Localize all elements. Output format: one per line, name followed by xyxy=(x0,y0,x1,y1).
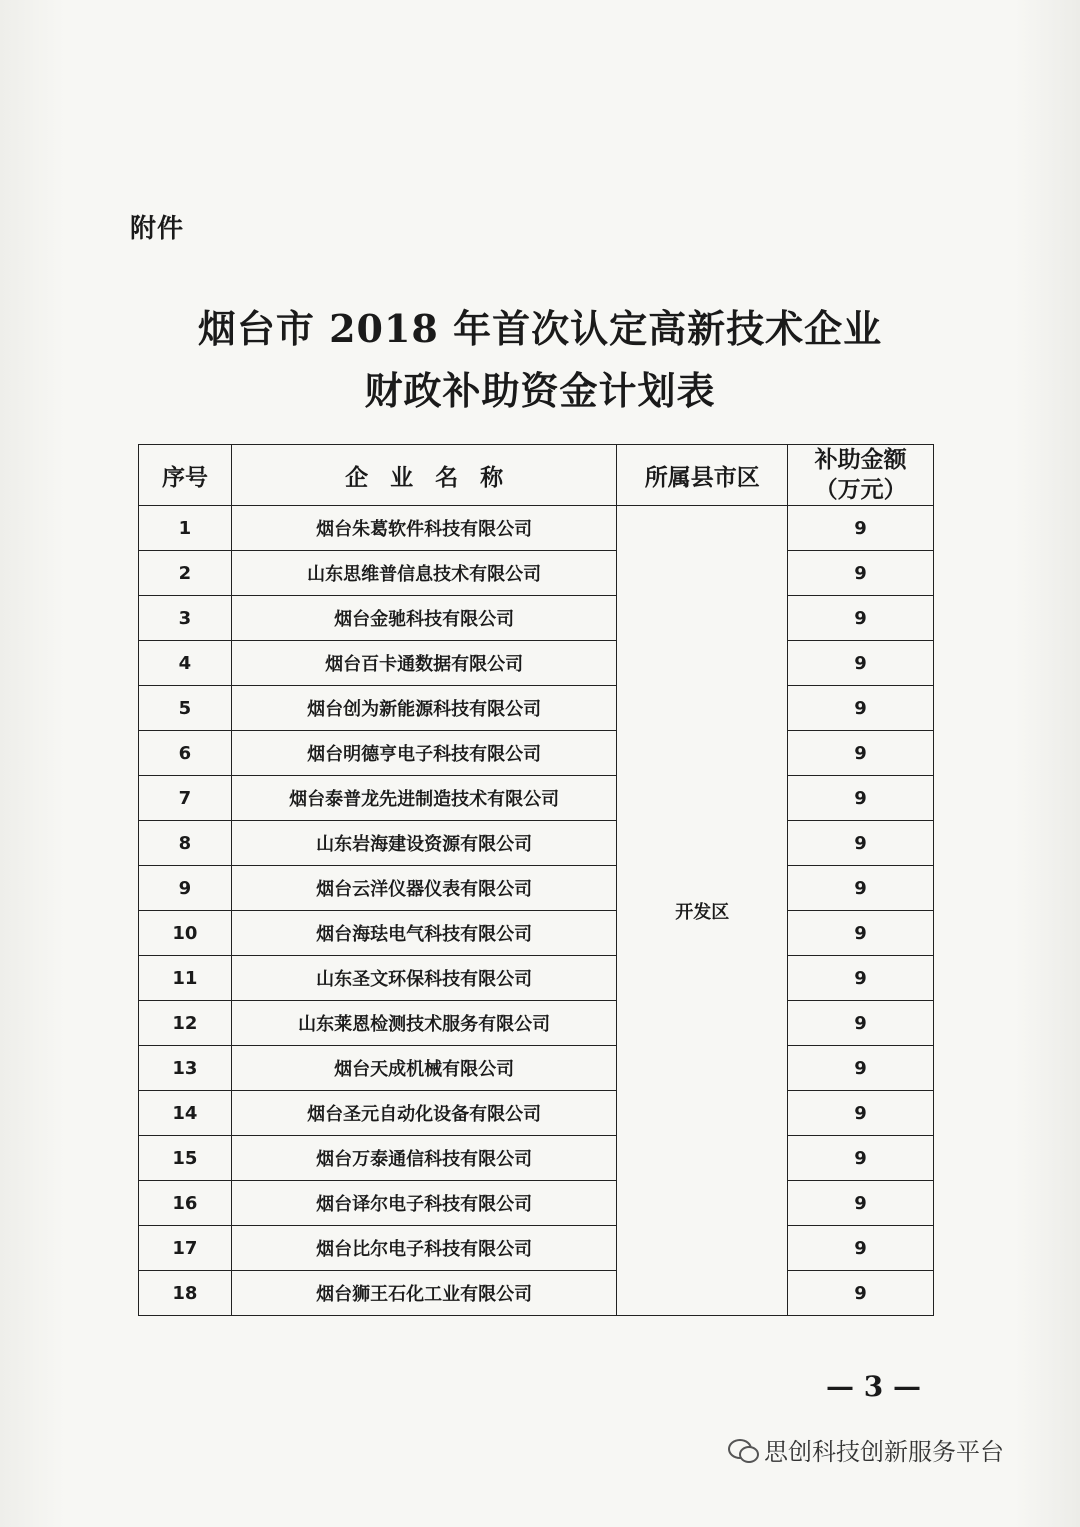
row-company-name: 山东岩海建设资源有限公司 xyxy=(231,821,616,866)
row-amount: 9 xyxy=(788,731,934,776)
row-amount: 9 xyxy=(788,956,934,1001)
table-row xyxy=(139,821,934,866)
row-no: 3 xyxy=(139,596,232,641)
row-no: 17 xyxy=(139,1226,232,1271)
row-amount: 9 xyxy=(788,1046,934,1091)
row-company-name: 烟台泰普龙先进制造技术有限公司 xyxy=(231,776,616,821)
table-row xyxy=(139,866,934,911)
table-row xyxy=(139,1001,934,1046)
header-district: 所属县市区 xyxy=(617,445,788,506)
row-no: 18 xyxy=(139,1271,232,1316)
row-amount: 9 xyxy=(788,686,934,731)
row-amount: 9 xyxy=(788,551,934,596)
row-amount: 9 xyxy=(788,911,934,956)
wechat-icon xyxy=(728,1437,758,1463)
row-no: 9 xyxy=(139,866,232,911)
table-row xyxy=(139,596,934,641)
row-no: 12 xyxy=(139,1001,232,1046)
table-row xyxy=(139,641,934,686)
header-company-name xyxy=(231,445,616,506)
row-amount: 9 xyxy=(788,1091,934,1136)
table-row xyxy=(139,1046,934,1091)
header-amount xyxy=(788,445,934,506)
row-company-name: 山东思维普信息技术有限公司 xyxy=(231,551,616,596)
table-row xyxy=(139,956,934,1001)
table-row xyxy=(139,686,934,731)
row-no: 14 xyxy=(139,1091,232,1136)
row-no: 15 xyxy=(139,1136,232,1181)
row-amount: 9 xyxy=(788,1001,934,1046)
row-company-name: 烟台圣元自动化设备有限公司 xyxy=(231,1091,616,1136)
district-cell: 开发区 xyxy=(617,506,788,1316)
row-company-name: 烟台云洋仪器仪表有限公司 xyxy=(231,866,616,911)
table-row xyxy=(139,1091,934,1136)
row-amount: 9 xyxy=(788,506,934,551)
row-no: 2 xyxy=(139,551,232,596)
subsidy-plan-table xyxy=(138,444,934,1316)
row-no: 11 xyxy=(139,956,232,1001)
row-amount: 9 xyxy=(788,1226,934,1271)
page-number: — 3 — xyxy=(826,1370,921,1403)
row-company-name: 山东莱恩检测技术服务有限公司 xyxy=(231,1001,616,1046)
row-company-name: 烟台百卡通数据有限公司 xyxy=(231,641,616,686)
table-row xyxy=(139,506,934,551)
watermark-text: 思创科技创新服务平台 xyxy=(764,1438,1004,1466)
table-row xyxy=(139,1136,934,1181)
watermark xyxy=(728,1432,1004,1467)
row-amount: 9 xyxy=(788,641,934,686)
row-company-name: 烟台比尔电子科技有限公司 xyxy=(231,1226,616,1271)
table-row xyxy=(139,1181,934,1226)
document-title-line2: 财政补助资金计划表 xyxy=(364,368,716,413)
table-header-row xyxy=(139,445,934,506)
table-row xyxy=(139,1271,934,1316)
row-no: 1 xyxy=(139,506,232,551)
table-row xyxy=(139,731,934,776)
document-title-line1: 烟台市 2018 年首次认定高新技术企业 xyxy=(197,306,883,351)
row-amount: 9 xyxy=(788,1271,934,1316)
row-company-name: 山东圣文环保科技有限公司 xyxy=(231,956,616,1001)
row-company-name: 烟台创为新能源科技有限公司 xyxy=(231,686,616,731)
row-company-name: 烟台朱葛软件科技有限公司 xyxy=(231,506,616,551)
row-amount: 9 xyxy=(788,866,934,911)
row-company-name: 烟台海珐电气科技有限公司 xyxy=(231,911,616,956)
attachment-label: 附件 xyxy=(130,214,185,244)
row-amount: 9 xyxy=(788,1136,934,1181)
row-company-name: 烟台万泰通信科技有限公司 xyxy=(231,1136,616,1181)
row-company-name: 烟台金驰科技有限公司 xyxy=(231,596,616,641)
row-company-name: 烟台明德亨电子科技有限公司 xyxy=(231,731,616,776)
table-row xyxy=(139,551,934,596)
row-company-name: 烟台狮王石化工业有限公司 xyxy=(231,1271,616,1316)
row-company-name: 烟台天成机械有限公司 xyxy=(231,1046,616,1091)
header-company-name-text: 企业名称 xyxy=(345,464,526,491)
header-amount-line1: 补助金额 xyxy=(814,447,907,473)
row-amount: 9 xyxy=(788,1181,934,1226)
row-no: 13 xyxy=(139,1046,232,1091)
row-no: 6 xyxy=(139,731,232,776)
table-row xyxy=(139,911,934,956)
row-no: 4 xyxy=(139,641,232,686)
row-no: 7 xyxy=(139,776,232,821)
row-no: 10 xyxy=(139,911,232,956)
row-amount: 9 xyxy=(788,596,934,641)
row-amount: 9 xyxy=(788,776,934,821)
table-row xyxy=(139,1226,934,1271)
row-company-name: 烟台译尔电子科技有限公司 xyxy=(231,1181,616,1226)
row-no: 8 xyxy=(139,821,232,866)
row-amount: 9 xyxy=(788,821,934,866)
row-no: 16 xyxy=(139,1181,232,1226)
header-no: 序号 xyxy=(139,445,232,506)
row-no: 5 xyxy=(139,686,232,731)
table-row xyxy=(139,776,934,821)
table-body xyxy=(139,506,934,1316)
header-amount-line2: （万元） xyxy=(814,477,907,503)
